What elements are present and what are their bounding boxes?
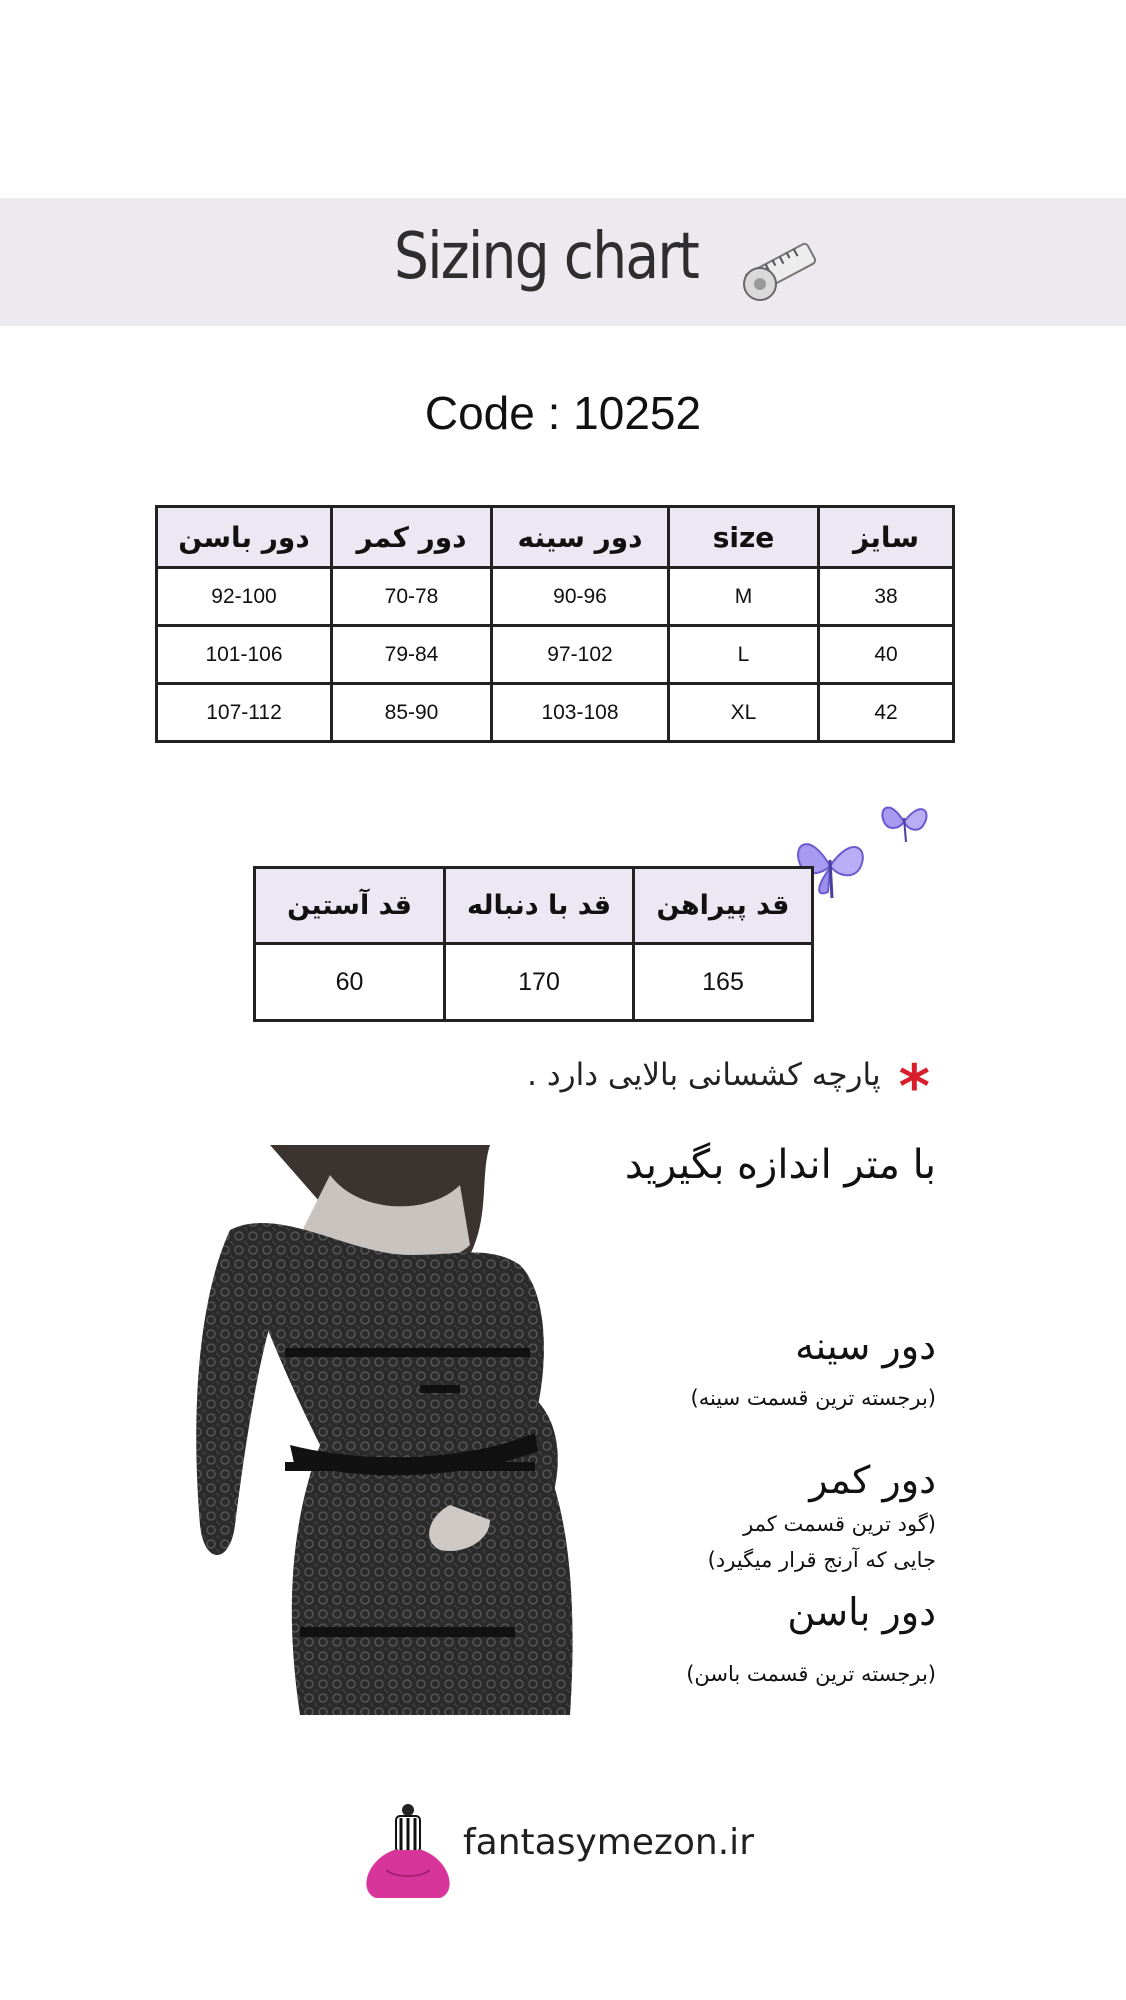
cell-waist: 85-90 bbox=[332, 684, 492, 742]
fabric-note-text: پارچه کشسانی بالایی دارد . bbox=[527, 1057, 881, 1093]
header-hip: دور باسن bbox=[157, 507, 332, 568]
site-url: fantasymezon.ir bbox=[463, 1822, 754, 1863]
header-length-with-train: قد با دنباله bbox=[445, 868, 634, 944]
dress-logo-icon bbox=[356, 1800, 460, 1902]
cell-hip: 92-100 bbox=[157, 568, 332, 626]
cell-bust: 103-108 bbox=[492, 684, 669, 742]
page-title: Sizing chart bbox=[394, 220, 699, 294]
length-table-header-row bbox=[255, 868, 813, 944]
bust-label: دور سینه bbox=[795, 1324, 936, 1368]
measuring-tape-icon bbox=[738, 228, 822, 312]
cell-hip: 101-106 bbox=[157, 626, 332, 684]
cell-waist: 70-78 bbox=[332, 568, 492, 626]
cell-size-fa: 40 bbox=[819, 626, 954, 684]
asterisk-icon: * bbox=[898, 1052, 930, 1122]
cell-size-fa: 42 bbox=[819, 684, 954, 742]
cell-hip: 107-112 bbox=[157, 684, 332, 742]
header-waist: دور کمر bbox=[332, 507, 492, 568]
cell-size-fa: 38 bbox=[819, 568, 954, 626]
butterfly-icon bbox=[876, 794, 932, 850]
cell-size-en: M bbox=[669, 568, 819, 626]
table-row bbox=[157, 684, 954, 742]
dress-figure-illustration bbox=[190, 1145, 610, 1715]
size-table-header-row bbox=[157, 507, 954, 568]
cell-length-with-train: 170 bbox=[445, 944, 634, 1021]
waist-hint-2: جایی که آرنج قرار میگیرد) bbox=[707, 1548, 936, 1572]
cell-size-en: XL bbox=[669, 684, 819, 742]
header-size-en: size bbox=[669, 507, 819, 568]
table-row bbox=[255, 944, 813, 1021]
cell-size-en: L bbox=[669, 626, 819, 684]
header-dress-length: قد پیراهن bbox=[634, 868, 813, 944]
fabric-note bbox=[470, 1052, 930, 1122]
cell-sleeve-length: 60 bbox=[255, 944, 445, 1021]
bust-hint: (برجسته ترین قسمت سینه) bbox=[690, 1386, 936, 1410]
size-table bbox=[155, 505, 955, 743]
header-size-fa: سایز bbox=[819, 507, 954, 568]
header-sleeve-length: قد آستین bbox=[255, 868, 445, 944]
header-bust: دور سینه bbox=[492, 507, 669, 568]
length-table bbox=[253, 866, 814, 1022]
hip-hint: (برجسته ترین قسمت باسن) bbox=[686, 1662, 936, 1686]
table-row bbox=[157, 626, 954, 684]
cell-bust: 97-102 bbox=[492, 626, 669, 684]
cell-dress-length: 165 bbox=[634, 944, 813, 1021]
hip-label: دور باسن bbox=[787, 1590, 936, 1634]
measure-title: با متر اندازه بگیرید bbox=[624, 1142, 936, 1188]
product-code: Code : 10252 bbox=[424, 387, 702, 439]
table-row bbox=[157, 568, 954, 626]
cell-waist: 79-84 bbox=[332, 626, 492, 684]
waist-hint: (گود ترین قسمت کمر bbox=[743, 1512, 936, 1536]
cell-bust: 90-96 bbox=[492, 568, 669, 626]
waist-label: دور کمر bbox=[809, 1458, 936, 1502]
